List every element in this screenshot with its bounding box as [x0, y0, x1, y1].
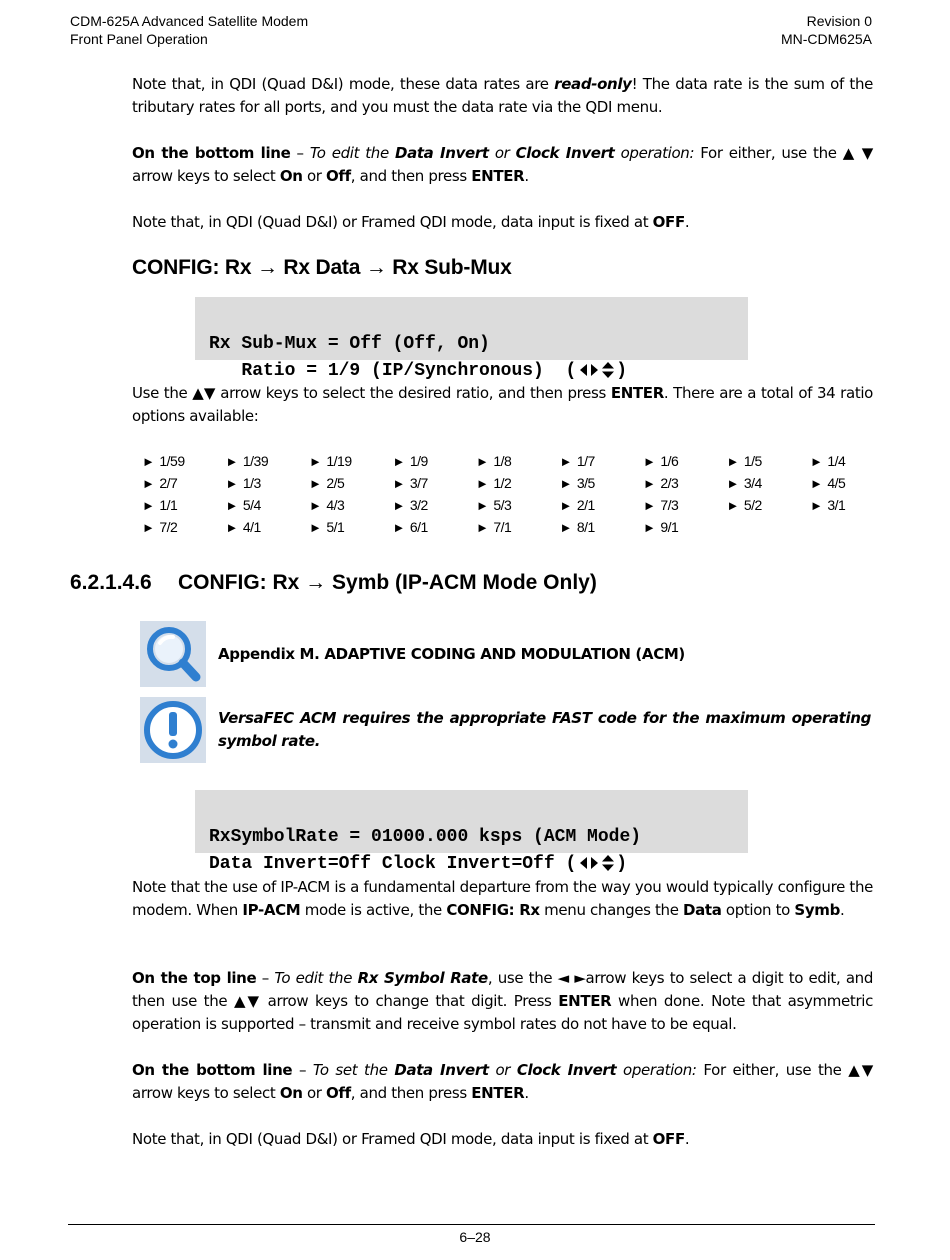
ratio-options-list [142, 453, 882, 541]
ratio-option [393, 475, 477, 497]
ratio-option [560, 475, 644, 497]
ratio-label: 8/1 [576, 519, 595, 535]
text-run: read-only [554, 75, 632, 93]
text-run: or [488, 1061, 517, 1079]
bullet-arrow-icon: ► [559, 476, 572, 491]
text-run: , and then press [350, 167, 472, 185]
paragraph-qdi-fixed-off-2 [132, 1128, 873, 1151]
ratio-label: 2/1 [576, 497, 595, 513]
text-run: . There are a total of 34 ratio options available: [132, 384, 873, 425]
bullet-arrow-icon: ► [392, 454, 405, 469]
text-run: OFF [652, 213, 685, 231]
text-run: To edit the [274, 969, 358, 987]
text-run: To edit the [309, 144, 395, 162]
page-number: 6–28 [459, 1229, 491, 1245]
ratio-label: 2/5 [326, 475, 345, 491]
text-run: On the top line [132, 969, 257, 987]
text-run: Data Invert [394, 144, 489, 162]
magnifier-icon [140, 621, 206, 687]
bullet-arrow-icon: ► [643, 520, 656, 535]
ratio-option [643, 519, 727, 541]
text-run: Note that the use of IP-ACM is a fundamental departure from the way you would typically configure the modem. When [132, 878, 873, 919]
document-title: CDM-625A Advanced Satellite Modem [70, 13, 309, 29]
text-run: Data Invert=Off Clock Invert=Off ( [209, 854, 577, 874]
ratio-option [142, 453, 226, 475]
text-run: Rx Symbol Rate [357, 969, 488, 987]
text-run: . [839, 901, 845, 919]
bullet-arrow-icon: ► [810, 454, 823, 469]
manual-number: MN-CDM625A [780, 31, 872, 47]
text-run: Note that, in QDI (Quad D&I) mode, these data rates are [132, 75, 555, 93]
bullet-arrow-icon: ► [309, 454, 322, 469]
text-run: . [684, 213, 690, 231]
text-run: when done. Note that asymmetric operation is supported – transmit and receive symbol rates do not have to be equal. [132, 992, 873, 1033]
ratio-option [393, 519, 477, 541]
ratio-option [560, 497, 644, 519]
section-heading-title: CONFIG: Rx → Symb (IP-ACM Mode Only) [178, 571, 597, 594]
text-run: ENTER [471, 1084, 525, 1102]
bullet-arrow-icon: ► [225, 476, 238, 491]
ratio-label: 3/2 [409, 497, 428, 513]
bullet-arrow-icon: ► [476, 520, 489, 535]
text-run: For either, use the ▲▼ arrow keys to select [132, 1061, 873, 1102]
section-title: Front Panel Operation [70, 31, 208, 47]
bullet-arrow-icon: ► [476, 476, 489, 491]
footer-rule [68, 1224, 875, 1225]
text-run: or [488, 144, 516, 162]
ratio-label: 1/39 [242, 453, 269, 469]
text-run: ) [616, 361, 628, 381]
ratio-option [476, 497, 560, 519]
paragraph-qdi-readonly [132, 73, 873, 119]
bullet-arrow-icon: ► [726, 454, 739, 469]
text-run: Symb [794, 901, 840, 919]
bullet-arrow-icon: ► [643, 454, 656, 469]
text-run: ! The data rate is the sum of the tributary rates for all ports, and you must the data rate via the QDI menu. [132, 75, 873, 116]
bullet-arrow-icon: ► [810, 498, 823, 513]
ratio-option [226, 519, 310, 541]
ratio-label: 1/8 [493, 453, 512, 469]
arrow-keys-icon [580, 855, 614, 871]
bullet-arrow-icon: ► [309, 520, 322, 535]
ratio-option [727, 453, 811, 475]
ratio-option [393, 453, 477, 475]
ratio-label: 9/1 [660, 519, 679, 535]
text-run: Note that, in QDI (Quad D&I) or Framed QDI mode, data input is fixed at [132, 213, 653, 231]
text-run: menu changes the [539, 901, 683, 919]
appendix-reference: Appendix M. ADAPTIVE CODING AND MODULATION (ACM) [218, 645, 685, 663]
bullet-arrow-icon: ► [559, 498, 572, 513]
ratio-option [226, 453, 310, 475]
bullet-arrow-icon: ► [476, 498, 489, 513]
text-run: ENTER [471, 167, 525, 185]
text-run: Use the ▲▼ arrow keys to select the desired ratio, and then press [132, 384, 611, 402]
bullet-arrow-icon: ► [142, 520, 155, 535]
text-run: operation: [616, 1061, 697, 1079]
text-run: , and then press [350, 1084, 472, 1102]
ratio-label: 1/6 [660, 453, 679, 469]
bullet-arrow-icon: ► [225, 520, 238, 535]
arrow-keys-icon [580, 362, 614, 378]
lcd-display-symbol-rate [195, 790, 748, 874]
text-run: For either, use the ▲ ▼ arrow keys to select [132, 144, 873, 185]
ratio-option [810, 453, 894, 475]
text-run: Ratio = 1/9 (IP/Synchronous) ( [209, 361, 577, 381]
lcd-line-1: Rx Sub-Mux = Off (Off, On) [209, 334, 490, 354]
ratio-option [476, 475, 560, 497]
ratio-option [142, 475, 226, 497]
text-run: – [292, 1061, 313, 1079]
ratio-label: 3/5 [576, 475, 595, 491]
ratio-label: 5/3 [493, 497, 512, 513]
ratio-label: 1/9 [409, 453, 428, 469]
bullet-arrow-icon: ► [559, 454, 572, 469]
ratio-label: 3/1 [827, 497, 846, 513]
section-number: 6.2.1.4.6 [70, 571, 152, 594]
text-run: On [279, 1084, 303, 1102]
bullet-arrow-icon: ► [142, 454, 155, 469]
ratio-label: 1/2 [493, 475, 512, 491]
text-run: Clock Invert [515, 144, 615, 162]
ratio-option [226, 475, 310, 497]
lcd-line-2 [209, 358, 748, 385]
ratio-option [142, 519, 226, 541]
text-run: . [684, 1130, 690, 1148]
paragraph-bottom-line-invert [132, 142, 873, 188]
text-run: Data Invert [394, 1061, 489, 1079]
bullet-arrow-icon: ► [559, 520, 572, 535]
text-run: , use the ◄ ►arrow keys to select a digit to edit, and then use the ▲▼ arrow keys to change that digit. Press [132, 969, 874, 1010]
text-run: Note that, in QDI (Quad D&I) or Framed QDI mode, data input is fixed at [132, 1130, 653, 1148]
ratio-option [476, 453, 560, 475]
bullet-arrow-icon: ► [392, 520, 405, 535]
ratio-option [226, 497, 310, 519]
bullet-arrow-icon: ► [476, 454, 489, 469]
bullet-arrow-icon: ► [309, 476, 322, 491]
ratio-option [142, 497, 226, 519]
ratio-label: 5/1 [326, 519, 345, 535]
lcd-display-sub-mux [195, 297, 748, 381]
ratio-label: 5/2 [743, 497, 762, 513]
bullet-arrow-icon: ► [726, 476, 739, 491]
bullet-arrow-icon: ► [225, 454, 238, 469]
bullet-arrow-icon: ► [142, 498, 155, 513]
bullet-arrow-icon: ► [392, 476, 405, 491]
ratio-label: 7/3 [660, 497, 679, 513]
ratio-option [643, 497, 727, 519]
text-run: . [524, 1084, 529, 1102]
text-run: – [256, 969, 275, 987]
section-heading-symb [70, 571, 597, 595]
ratio-label: 1/59 [159, 453, 185, 469]
bullet-arrow-icon: ► [225, 498, 238, 513]
text-run: CONFIG: Rx [446, 901, 540, 919]
paragraph-bottom-line-set [132, 1059, 873, 1105]
ratio-label: 1/1 [159, 497, 178, 513]
ratio-option [560, 519, 644, 541]
text-run: To set the [312, 1061, 395, 1079]
ratio-label: 4/1 [242, 519, 261, 535]
ratio-option [309, 475, 393, 497]
text-run: On the bottom line [132, 1061, 293, 1079]
ratio-option [476, 519, 560, 541]
bullet-arrow-icon: ► [392, 498, 405, 513]
warning-note: VersaFEC ACM requires the appropriate FAST code for the maximum operating symbol rate. [218, 709, 871, 750]
text-run: Data [683, 901, 722, 919]
ratio-label: 1/4 [827, 453, 846, 469]
ratio-label: 1/5 [743, 453, 762, 469]
ratio-label: 2/7 [159, 475, 178, 491]
paragraph-ip-acm [132, 876, 873, 922]
ratio-option [309, 519, 393, 541]
lcd-line-1: RxSymbolRate = 01000.000 ksps (ACM Mode) [209, 827, 642, 847]
ratio-option [727, 497, 811, 519]
text-run: Off [326, 1084, 351, 1102]
ratio-option [560, 453, 644, 475]
paragraph-qdi-fixed-off [132, 211, 873, 234]
ratio-option [643, 453, 727, 475]
bullet-arrow-icon: ► [142, 476, 155, 491]
bullet-arrow-icon: ► [726, 498, 739, 513]
text-run: IP-ACM [242, 901, 301, 919]
ratio-label: 1/7 [576, 453, 595, 469]
heading-rx-sub-mux: CONFIG: Rx → Rx Data → Rx Sub-Mux [132, 256, 512, 279]
text-run: . [524, 167, 529, 185]
text-run: On [279, 167, 303, 185]
revision: Revision 0 [806, 13, 872, 29]
ratio-label: 1/19 [326, 453, 352, 469]
bullet-arrow-icon: ► [309, 498, 322, 513]
ratio-option [393, 497, 477, 519]
ratio-option [727, 475, 811, 497]
ratio-label: 3/7 [409, 475, 428, 491]
ratio-option [810, 475, 894, 497]
ratio-option [309, 497, 393, 519]
bullet-arrow-icon: ► [810, 476, 823, 491]
page-header-right [781, 12, 872, 48]
text-run: On the bottom line [132, 144, 291, 162]
lcd-line-2 [209, 851, 748, 878]
ratio-label: 7/1 [493, 519, 512, 535]
ratio-option [309, 453, 393, 475]
ratio-label: 1/3 [242, 475, 261, 491]
ratio-label: 5/4 [242, 497, 261, 513]
paragraph-ratio-select [132, 382, 873, 428]
text-run: Off [326, 167, 351, 185]
paragraph-top-line-symbol-rate [132, 967, 873, 1036]
bullet-arrow-icon: ► [643, 476, 656, 491]
text-run: ) [616, 854, 628, 874]
text-run: operation: [614, 144, 695, 162]
text-run: OFF [652, 1130, 685, 1148]
text-run: option to [721, 901, 795, 919]
ratio-label: 4/5 [827, 475, 846, 491]
ratio-label: 4/3 [326, 497, 345, 513]
text-run: or [302, 1084, 327, 1102]
text-run: ENTER [558, 992, 612, 1010]
ratio-label: 6/1 [409, 519, 428, 535]
text-run: mode is active, the [300, 901, 447, 919]
text-run: or [302, 167, 327, 185]
ratio-option [810, 497, 894, 519]
bullet-arrow-icon: ► [643, 498, 656, 513]
ratio-label: 7/2 [159, 519, 178, 535]
text-run: – [290, 144, 310, 162]
exclamation-circle-icon [140, 697, 206, 763]
ratio-label: 2/3 [660, 475, 679, 491]
ratio-label: 3/4 [743, 475, 762, 491]
page-header-left [70, 12, 308, 48]
ratio-option [643, 475, 727, 497]
text-run: Clock Invert [516, 1061, 617, 1079]
text-run: ENTER [610, 384, 664, 402]
